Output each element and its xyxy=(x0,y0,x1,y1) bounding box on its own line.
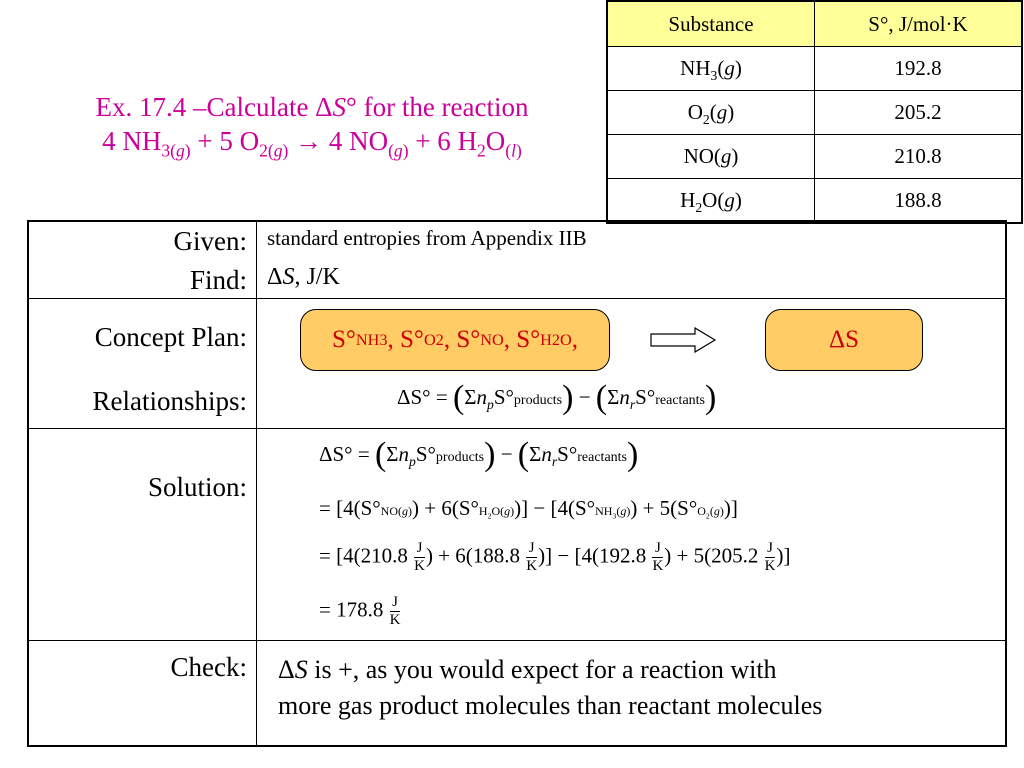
entropy-table xyxy=(606,0,1023,224)
column-divider xyxy=(256,222,257,745)
solution-step-2: = [4(210.8 $\frac{J}{K}$ ) + 6(188.8 $\frac{J}{K}$ )] − [4(192.8 $\frac{J}{K}$ ) + 5(205.2 $\frac{J}{K}$ )] xyxy=(319,540,791,574)
unit-fraction: $\frac{J}{K}$ xyxy=(652,540,664,574)
solution-table xyxy=(27,220,1007,747)
row-divider xyxy=(29,428,1005,429)
solution-result: = 178.8 $\frac{J}{K}$ xyxy=(319,594,401,628)
find-unit: , J/K xyxy=(294,264,340,290)
unit-fraction: $\frac{J}{K}$ xyxy=(414,540,425,574)
row-divider xyxy=(29,298,1005,299)
arrow-icon xyxy=(649,327,719,353)
entropy-value: 192.8 xyxy=(815,47,1023,91)
entropy-value: 205.2 xyxy=(815,91,1023,135)
concept-output-box: ΔS xyxy=(765,309,923,371)
concept-plan-label: Concept Plan: xyxy=(94,322,247,352)
title-line-1: Ex. 17.4 –Calculate ΔS° for the reaction xyxy=(95,92,529,122)
problem-title xyxy=(22,90,602,161)
substance-cell: $H_2O(g)$ xyxy=(607,179,815,224)
value-h2o: 188.8 xyxy=(472,543,521,568)
relationship-equation: $\Delta S^\circ = (\Sigma n_pS^\circ products)$ − $(\Sigma n_rS^\circ reactants)$ xyxy=(397,379,717,416)
substance-cell: NO(g) xyxy=(607,135,815,179)
given-text: standard entropies from Appendix IIB xyxy=(267,226,587,250)
given-label: Given: xyxy=(173,226,247,256)
unit-fraction: $\frac{J}{K}$ xyxy=(764,540,776,574)
table-row xyxy=(607,91,1022,135)
result-value: 178.8 xyxy=(336,597,384,622)
check-line-1: ΔS is +, as you would expect for a reaction with xyxy=(278,655,777,684)
table-row xyxy=(607,47,1022,91)
value-nh3: 192.8 xyxy=(598,543,647,568)
unit-fraction: $\frac{J}{K}$ xyxy=(389,594,401,628)
table-row xyxy=(607,179,1022,224)
value-no: 210.8 xyxy=(360,543,408,568)
check-line-2: more gas product molecules than reactant molecules xyxy=(278,691,823,720)
table-row xyxy=(607,135,1022,179)
unit-fraction: $\frac{J}{K}$ xyxy=(526,540,538,574)
solution-label: Solution: xyxy=(147,472,247,502)
title-line-2: 4 $NH_{3(g)} + 5$ $O_{2(g)} \to 4$ $NO_{(g)} + 6$ $H_2O_{(l)}$ xyxy=(102,126,522,161)
concept-input-box: S° NH3 , S° O2 , S° NO , S° H2O , xyxy=(300,309,610,371)
substance-cell: $NH_3(g)$ xyxy=(607,47,815,91)
header-entropy: S°, J/mol·K xyxy=(815,1,1023,47)
table-header-row xyxy=(607,1,1022,47)
check-text xyxy=(278,652,822,724)
check-label: Check: xyxy=(170,652,247,682)
row-divider xyxy=(29,640,1005,641)
relationships-label: Relationships: xyxy=(92,386,247,416)
solution-step-1: = $[4(S^\circ NO(g)) + 6(S^\circ H_2O(g))] - [4(S^\circ NH_3(g)) + 5(S^\circ O_2(g))]$ xyxy=(319,496,738,521)
substance-cell: $O_2(g)$ xyxy=(607,91,815,135)
find-label: Find: xyxy=(189,265,247,295)
find-text: ΔS, J/K xyxy=(267,264,340,290)
entropy-value: 210.8 xyxy=(815,135,1023,179)
header-substance: Substance xyxy=(607,1,815,47)
solution-equation-definition: $\Delta S^\circ = (\Sigma n_pS^\circ products)$ − $(\Sigma n_rS^\circ reactants)$ xyxy=(319,436,639,473)
value-o2: 205.2 xyxy=(711,543,759,568)
entropy-value: 188.8 xyxy=(815,179,1023,224)
